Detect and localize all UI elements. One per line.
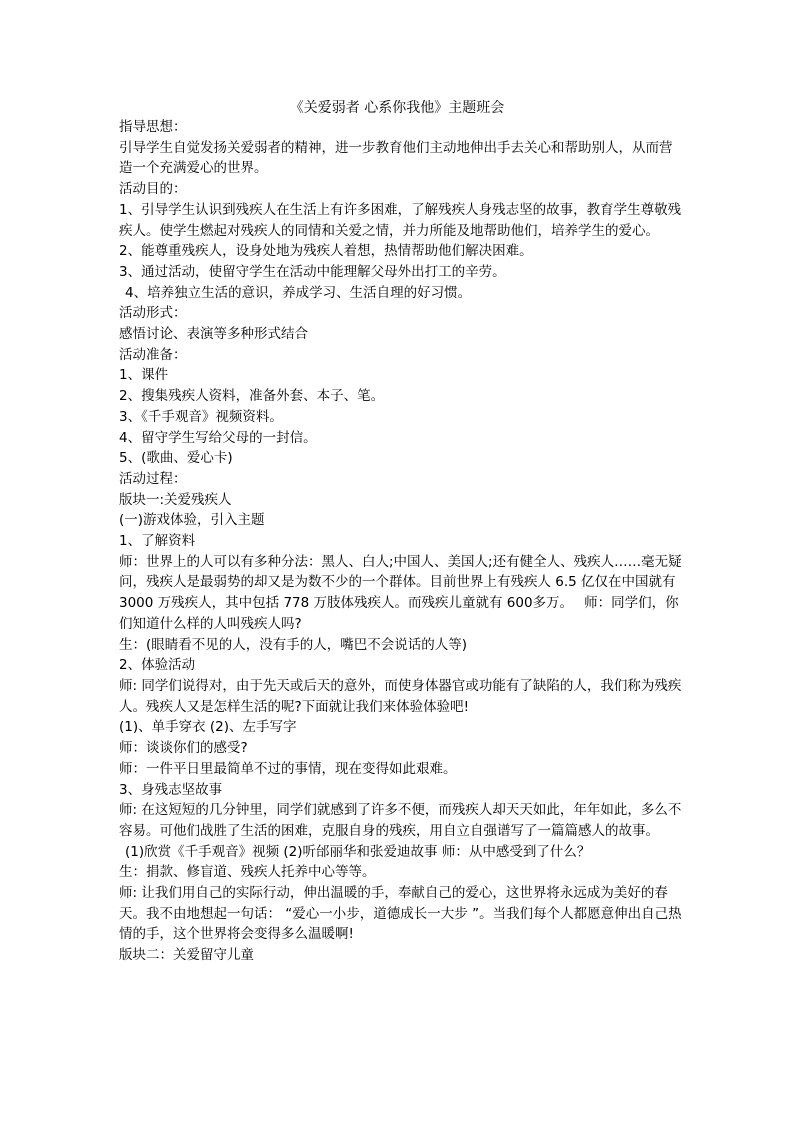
subsection-heading: 版块一:关爱残疾人 bbox=[119, 491, 232, 508]
list-item: 3、《千手观音》视频资料。 bbox=[119, 408, 283, 425]
paragraph: 3、通过活动，使留守学生在活动中能理解父母外出打工的辛劳。 bbox=[119, 263, 506, 280]
list-item: 2、搜集残疾人资料，准备外套、本子、笔。 bbox=[119, 388, 385, 405]
paragraph: 生：捐款、修盲道、残疾人托养中心等等。 bbox=[119, 864, 376, 881]
paragraph: 师：世界上的人可以有多种分法：黑人、白人;中国人、美国人;还有健全人、残疾人……毫无疑问，残疾人是最弱势的却又是为数不少的一个群体。目前世界上有残疾人 6.5 亿仅在中国就有 3000 万残疾人，其中包括 778 万肢体残疾人。而残疾儿童就有 600多万。 师：同学们，你们知道什么样的人叫残疾人吗? bbox=[119, 553, 682, 632]
paragraph: 师：一件平日里最简单不过的事情，现在变得如此艰难。 bbox=[119, 760, 457, 777]
document-title: 《关爱弱者 心系你我他》主题班会 bbox=[289, 100, 505, 116]
paragraph: 生：(眼睛看不见的人，没有手的人，嘴巴不会说话的人等) bbox=[119, 636, 468, 653]
list-item: 4、留守学生写给父母的一封信。 bbox=[119, 429, 317, 446]
paragraph: (1)欣赏《千手观音》视频 (2)听邰丽华和张爱迪故事 师：从中感受到了什么？ bbox=[125, 843, 591, 860]
list-item: 3、身残志坚故事 bbox=[119, 781, 223, 798]
paragraph: 师: 同学们说得对，由于先天或后天的意外，而使身体器官或功能有了缺陷的人，我们称为残疾人。残疾人又是怎样生活的呢?下面就让我们来体验体验吧! bbox=[119, 677, 682, 715]
paragraph: 引导学生自觉发扬关爱弱者的精神，进一步教育他们主动地伸出手去关心和帮助别人，从而营造一个充满爱心的世界。 bbox=[119, 139, 673, 177]
list-item: 1、课件 bbox=[119, 367, 169, 384]
subsection-heading: 版块二：关爱留守儿童 bbox=[119, 947, 254, 964]
paragraph: 4、培养独立生活的意识，养成学习、生活自理的好习惯。 bbox=[125, 284, 472, 301]
section-heading: 活动形式： bbox=[119, 305, 187, 322]
document-body bbox=[119, 117, 684, 966]
paragraph: 师：谈谈你们的感受? bbox=[119, 740, 248, 757]
list-item: 2、体验活动 bbox=[119, 657, 196, 674]
section-heading: 活动目的： bbox=[119, 181, 187, 198]
paragraph: (1)、单手穿衣 (2)、左手写字 bbox=[119, 719, 297, 736]
list-item: 1、了解资料 bbox=[119, 533, 196, 550]
section-heading: 活动过程： bbox=[119, 470, 187, 487]
list-item: 5、(歌曲、爱心卡) bbox=[119, 450, 233, 467]
paragraph: 感悟讨论、表演等多种形式结合 bbox=[119, 326, 308, 343]
paragraph: 1、引导学生认识到残疾人在生活上有许多困难，了解残疾人身残志坚的故事，教育学生尊敬残疾人。使学生燃起对残疾人的同情和关爱之情，并力所能及地帮助他们，培养学生的爱心。 bbox=[119, 201, 682, 239]
section-heading: 活动准备： bbox=[119, 346, 187, 363]
paragraph: 师: 让我们用自己的实际行动，伸出温暖的手，奉献自己的爱心，这世界将永远成为美好的春天。我不由地想起一句话： “爱心一小步，道德成长一大步 ”。当我们每个人都愿意伸出自己热情的手，这个世界将会变得多么温暖啊! bbox=[119, 885, 682, 943]
paragraph: 2、能尊重残疾人，设身处地为残疾人着想，热情帮助他们解决困难。 bbox=[119, 243, 533, 260]
paragraph: 师: 在这短短的几分钟里，同学们就感到了许多不便，而残疾人却天天如此，年年如此，多么不容易。可他们战胜了生活的困难，克服自身的残疾，用自立自强谱写了一篇篇感人的故事。 bbox=[119, 802, 682, 839]
section-heading: 指导思想： bbox=[119, 119, 187, 135]
subsection-heading: (一)游戏体验，引入主题 bbox=[119, 512, 265, 529]
